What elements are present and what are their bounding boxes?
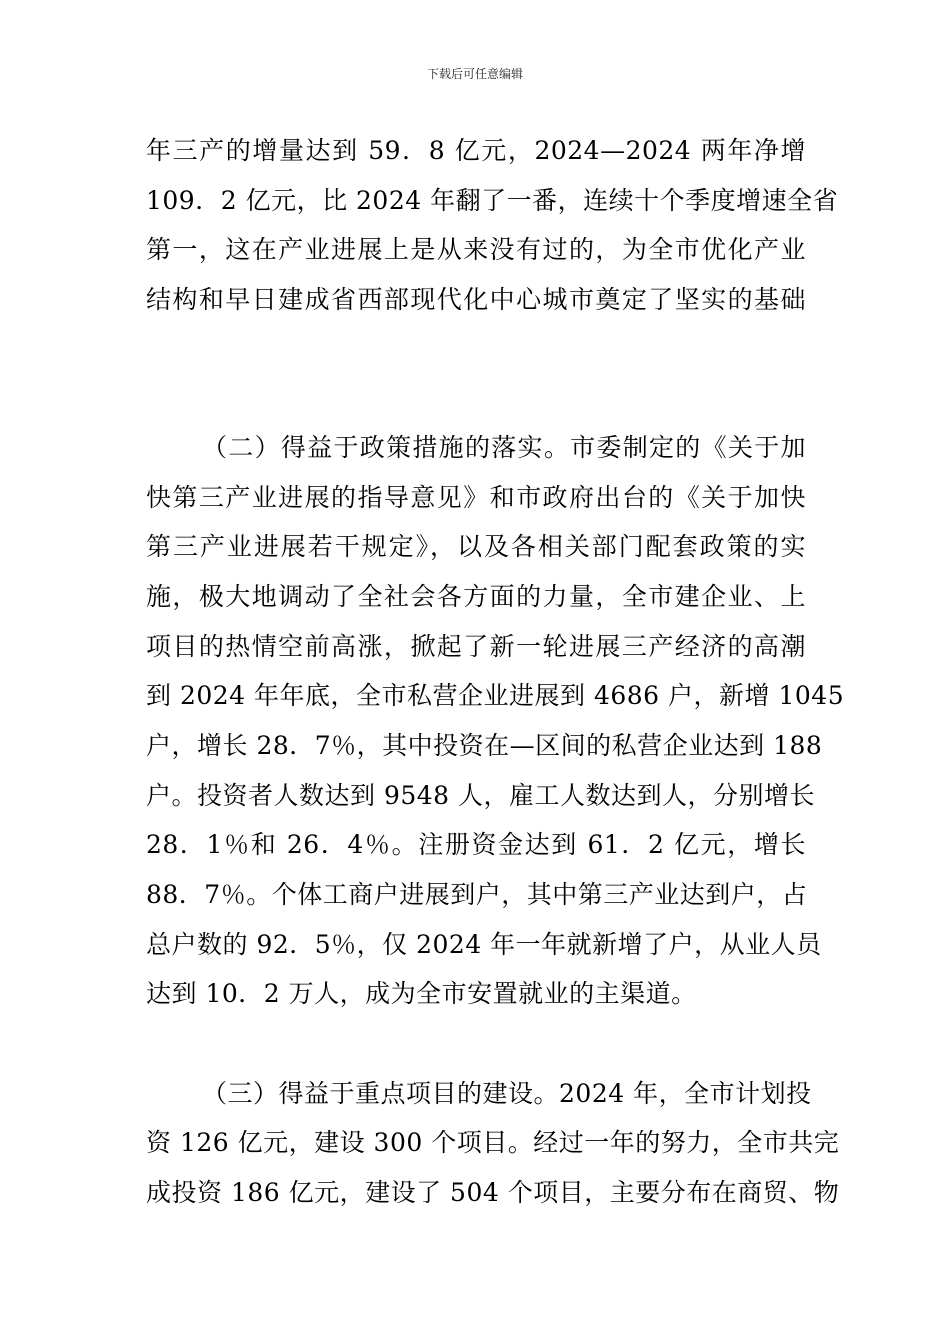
paragraph-3-line-2: 资 126 亿元，建设 300 个项目。经过一年的努力，全市共完 — [146, 1128, 840, 1157]
paragraph-2-line-6: 到 2024 年年底，全市私营企业进展到 4686 户，新增 1045 — [146, 681, 845, 710]
paragraph-2-line-5: 项目的热情空前高涨，掀起了新一轮进展三产经济的高潮 — [146, 632, 806, 661]
paragraph-2-line-4: 施，极大地调动了全社会各方面的力量，全市建企业、上 — [146, 582, 806, 611]
paragraph-1-line-3: 第一，这在产业进展上是从来没有过的，为全市优化产业 — [146, 235, 806, 264]
paragraph-3-line-3: 成投资 186 亿元，建设了 504 个项目，主要分布在商贸、物 — [146, 1178, 840, 1207]
paragraph-3-line-1: （三）得益于重点项目的建设。2024 年，全市计划投 — [202, 1079, 812, 1108]
paragraph-1-line-1: 年三产的增量达到 59．8 亿元，2024—2024 两年净增 — [146, 136, 806, 165]
paragraph-2-line-10: 88．7％。个体工商户进展到户，其中第三产业达到户，占 — [146, 880, 808, 909]
paragraph-2-line-9: 28．1％和 26．4％。注册资金达到 61．2 亿元，增长 — [146, 830, 806, 859]
paragraph-2-line-2: 快第三产业进展的指导意见》和市政府出台的《关于加快 — [146, 483, 806, 512]
paragraph-2-line-8: 户。投资者人数达到 9548 人，雇工人数达到人，分别增长 — [146, 781, 816, 810]
paragraph-2-line-7: 户，增长 28．7％，其中投资在—区间的私营企业达到 188 — [146, 731, 823, 760]
paragraph-2-line-11: 总户数的 92．5％，仅 2024 年一年就新增了户，从业人员 — [146, 930, 822, 959]
page-header-note: 下载后可任意编辑 — [426, 67, 523, 81]
paragraph-1-line-2: 109．2 亿元，比 2024 年翻了一番，连续十个季度增速全省 — [146, 186, 839, 215]
paragraph-2-line-12: 达到 10．2 万人，成为全市安置就业的主渠道。 — [146, 979, 697, 1008]
paragraph-2-line-3: 第三产业进展若干规定》，以及各相关部门配套政策的实 — [146, 532, 806, 561]
paragraph-2-line-1: （二）得益于政策措施的落实。市委制定的《关于加 — [202, 433, 806, 462]
paragraph-1-line-4: 结构和早日建成省西部现代化中心城市奠定了坚实的基础 — [146, 285, 806, 314]
